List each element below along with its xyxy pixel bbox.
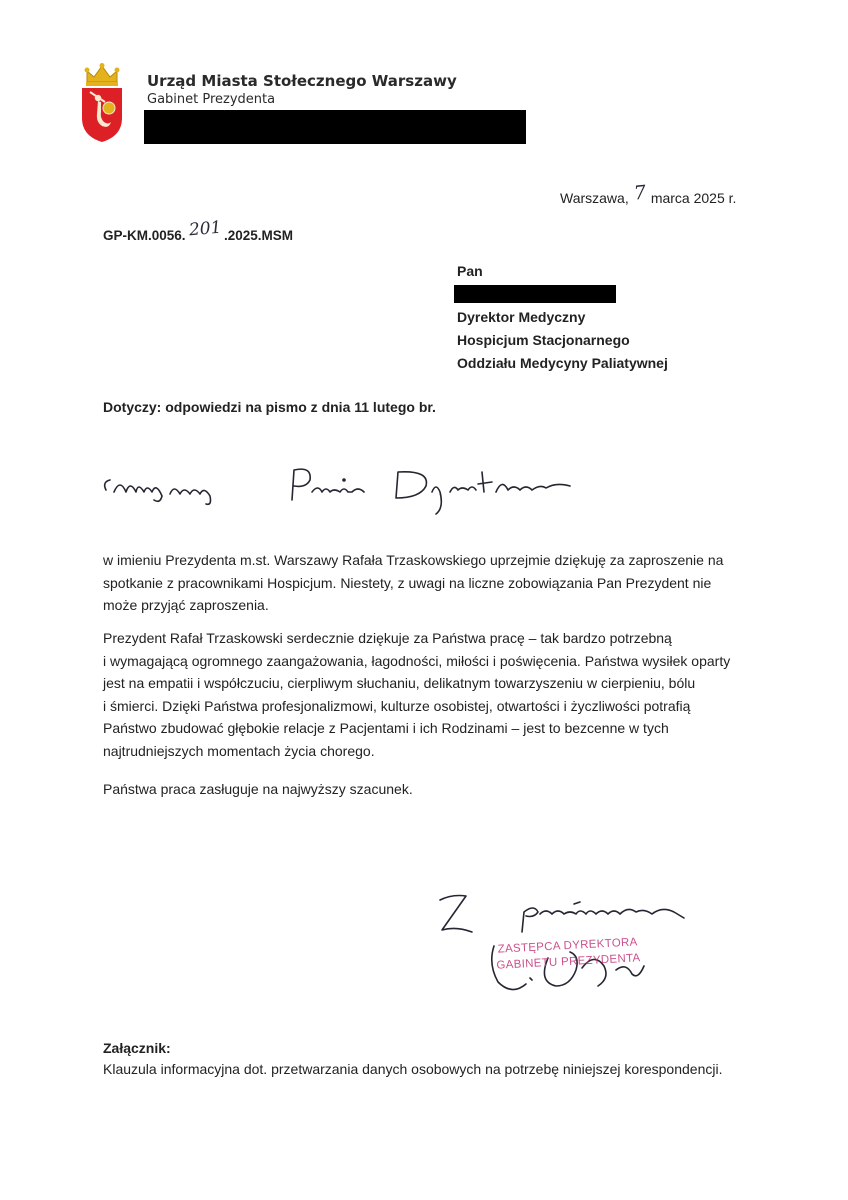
body-line: Państwa praca zasługuje na najwyższy szacunek. bbox=[103, 781, 413, 797]
body-line: najtrudniejszych momentach życia chorego. bbox=[103, 742, 375, 759]
body-line: spotkanie z pracownikami Hospicjum. Niestety, z uwagi na liczne zobowiązania Pan Prezydent nie bbox=[103, 574, 712, 591]
reference-suffix: .2025.MSM bbox=[223, 228, 294, 243]
subject-line: Dotyczy: odpowiedzi na pismo z dnia 11 lutego br. bbox=[103, 399, 436, 415]
date-prefix: Warszawa, bbox=[560, 190, 629, 206]
date-line bbox=[560, 181, 737, 208]
recipient-title: Pan bbox=[457, 263, 483, 279]
date-day-handwritten: 7 bbox=[632, 181, 647, 205]
handwritten-salutation bbox=[100, 452, 580, 522]
reference-prefix: GP-KM.0056. bbox=[103, 228, 186, 243]
body-paragraph bbox=[103, 627, 753, 762]
body-line: może przyjąć zaproszenia. bbox=[103, 597, 269, 613]
recipient-line: Dyrektor Medyczny bbox=[457, 309, 586, 325]
reference-number bbox=[103, 217, 294, 245]
institution-name: Urząd Miasta Stołecznego Warszawy bbox=[147, 72, 457, 90]
body-line: jest na empatii i współczuciu, cierpliwym słuchaniu, delikatnym towarzyszeniu w cierpieniu, bólu bbox=[103, 675, 696, 691]
body-paragraph bbox=[103, 549, 753, 617]
recipient-line: Hospicjum Stacjonarnego bbox=[457, 332, 630, 348]
redaction-bar bbox=[454, 285, 616, 303]
body-paragraph bbox=[103, 778, 753, 801]
reference-number-handwritten: 201 bbox=[187, 217, 222, 241]
stamp-line: GABINETU PREZYDENTA bbox=[496, 952, 641, 972]
date-suffix: marca 2025 r. bbox=[650, 190, 737, 206]
stamp-line: ZASTĘPCA DYREKTORA bbox=[497, 936, 638, 956]
redaction-bar bbox=[144, 110, 526, 144]
body-line: Państwo zbudować głębokie relacje z Pacjentami i ich Rodzinami – jest to bezcenne w tych bbox=[103, 720, 669, 736]
office-name: Gabinet Prezydenta bbox=[147, 92, 276, 107]
body-line: w imieniu Prezydenta m.st. Warszawy Rafała Trzaskowskiego uprzejmie dziękuję za zaproszenie na bbox=[103, 552, 724, 568]
body-line: i śmierci. Dzięki Państwa profesjonalizmowi, kulturze osobistej, otwartości i życzliwości potrafią bbox=[103, 697, 691, 714]
warsaw-coat-of-arms-icon bbox=[78, 62, 126, 144]
attachment-text: Klauzula informacyjna dot. przetwarzania danych osobowych na potrzebę niniejszej korespondencji. bbox=[103, 1061, 723, 1077]
recipient-line: Oddziału Medycyny Paliatywnej bbox=[457, 355, 668, 371]
body-line: i wymagającą ogromnego zaangażowania, łagodności, miłości i poświęcenia. Państwa wysiłek oparty bbox=[103, 652, 731, 669]
body-line: Prezydent Rafał Trzaskowski serdecznie dziękuje za Państwa pracę – tak bardzo potrzebną bbox=[103, 630, 672, 646]
attachment-label: Załącznik: bbox=[103, 1040, 171, 1056]
